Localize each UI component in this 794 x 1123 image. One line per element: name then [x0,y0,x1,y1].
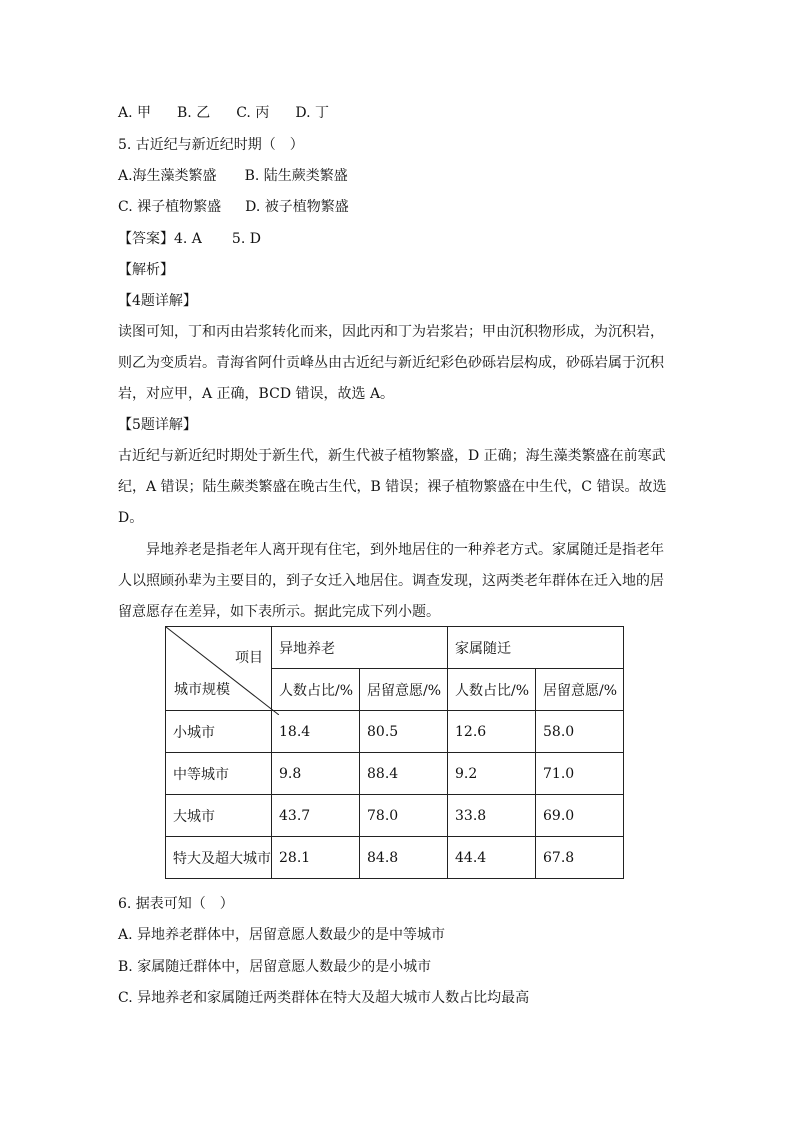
value-cell: 9.2 [448,753,536,795]
answer-label: 【答案】4. A [118,231,202,247]
subheader-cell: 人数占比/% [272,669,360,711]
value-cell: 71.0 [536,753,624,795]
table-corner-cell [166,627,272,711]
q4-option-c: C. 丙 [236,105,270,121]
value-cell: 12.6 [448,711,536,753]
corner-label-top: 项目 [235,650,263,666]
intro-line: 异地养老是指老年人离开现有住宅，到外地居住的一种养老方式。家属随迁是指老年 [118,542,664,558]
city-cell: 特大及超大城市 [166,837,272,879]
table-header-row [166,627,624,669]
table-row [166,711,624,753]
q5-stem: 5. 古近纪与新近纪时期（ ） [118,137,304,153]
table-row [166,795,624,837]
group-header: 家属随迁 [448,627,624,669]
value-cell: 58.0 [536,711,624,753]
analysis-label: 【解析】 [118,262,174,278]
intro-line: 人以照顾孙辈为主要目的，到子女迁入地居住。调查发现，这两类老年群体在迁入地的居 [118,573,664,589]
subheader-cell: 人数占比/% [448,669,536,711]
q5-option-a: A.海生藻类繁盛 [118,168,217,184]
q4-option-b: B. 乙 [177,105,211,121]
q6-option-b: B. 家属随迁群体中，居留意愿人数最少的是小城市 [118,959,432,975]
group-header: 异地养老 [272,627,448,669]
q4-detail-line: 则乙为变质岩。青海省阿什贡峰丛由古近纪与新近纪彩色砂砾岩层构成，砂砾岩属于沉积 [118,355,664,371]
value-cell: 69.0 [536,795,624,837]
q5-options-row1 [118,166,348,186]
q4-detail-line: 岩，对应甲，A 正确，BCD 错误，故选 A。 [118,386,395,402]
corner-label-bottom: 城市规模 [174,682,230,698]
q5-detail-line: D。 [118,510,144,526]
answer-second: 5. D [231,231,261,247]
q4-option-d: D. 丁 [295,105,329,121]
diagonal-line [166,627,279,715]
q5-option-d: D. 被子植物繁盛 [245,199,349,215]
subheader-cell: 居留意愿/% [360,669,448,711]
q6-option-a: A. 异地养老群体中，居留意愿人数最少的是中等城市 [118,927,446,943]
value-cell: 33.8 [448,795,536,837]
city-cell: 大城市 [166,795,272,837]
subheader-cell: 居留意愿/% [536,669,624,711]
value-cell: 43.7 [272,795,360,837]
value-cell: 78.0 [360,795,448,837]
table-row [166,753,624,795]
q6-option-c: C. 异地养老和家属随迁两类群体在特大及超大城市人数占比均最高 [118,990,530,1006]
intro-line: 留意愿存在差异，如下表所示。据此完成下列小题。 [118,604,440,620]
q5-options-row2 [118,197,349,217]
q5-detail-label: 【5题详解】 [118,417,197,433]
q4-detail-line: 读图可知，丁和丙由岩浆转化而来，因此丙和丁为岩浆岩；甲由沉积物形成，为沉积岩， [118,324,664,340]
value-cell: 18.4 [272,711,360,753]
q5-detail-line: 古近纪与新近纪时期处于新生代，新生代被子植物繁盛，D 正确；海生藻类繁盛在前寒武 [118,448,666,464]
q5-option-c: C. 裸子植物繁盛 [118,199,222,215]
value-cell: 67.8 [536,837,624,879]
q4-options [118,103,329,123]
q5-option-b: B. 陆生蕨类繁盛 [244,168,348,184]
value-cell: 9.8 [272,753,360,795]
table-row [166,837,624,879]
data-table [165,626,624,879]
city-cell: 小城市 [166,711,272,753]
q4-option-a: A. 甲 [118,105,152,121]
q4-detail-label: 【4题详解】 [118,293,197,309]
q6-stem: 6. 据表可知（ ） [118,896,234,912]
value-cell: 80.5 [360,711,448,753]
city-cell: 中等城市 [166,753,272,795]
value-cell: 44.4 [448,837,536,879]
q5-detail-line: 纪，A 错误；陆生蕨类繁盛在晚古生代，B 错误；裸子植物繁盛在中生代，C 错误。故选 [118,479,667,495]
value-cell: 28.1 [272,837,360,879]
value-cell: 84.8 [360,837,448,879]
answer-line [118,229,261,249]
value-cell: 88.4 [360,753,448,795]
